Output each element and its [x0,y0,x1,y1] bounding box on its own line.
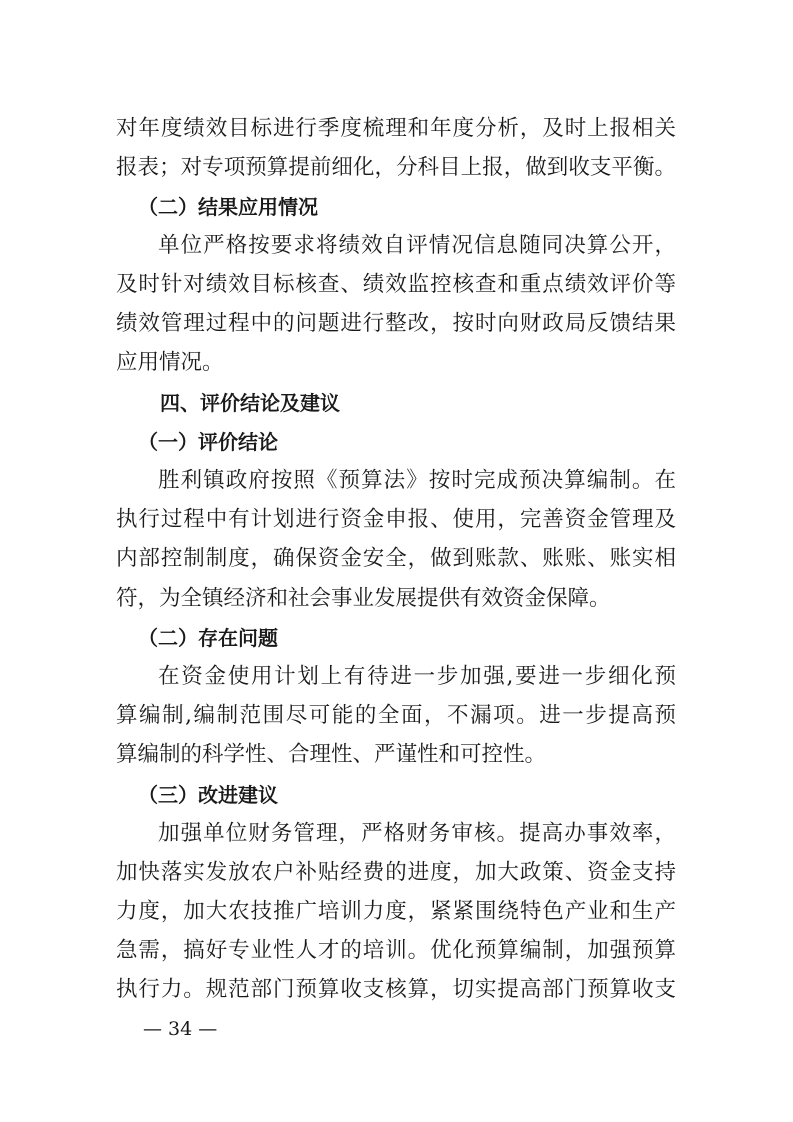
paragraph-first-line: 胜利镇政府按照《预算法》按时完成预决算编制。在 [158,468,676,493]
body-text-line: 加快落实发放农户补贴经费的进度，加大政策、资金支持 [116,860,676,885]
body-text-line: 力度，加大农技推广培训力度，紧紧围绕特色产业和生产 [116,899,676,924]
section-heading: （三）改进建议 [138,783,278,807]
body-text-line: 对年度绩效目标进行季度梳理和年度分析，及时上报相关 [116,116,676,141]
body-text-line: 绩效管理过程中的问题进行整改，按时向财政局反馈结果 [116,311,676,336]
section-heading: （二）存在问题 [138,626,278,650]
body-text-line: 及时针对绩效目标核查、绩效监控核查和重点绩效评价等 [116,272,676,297]
body-text-line: 执行过程中有计划进行资金申报、使用，完善资金管理及 [116,507,676,532]
paragraph-first-line: 加强单位财务管理，严格财务审核。提高办事效率， [158,821,676,846]
paragraph-first-line: 在资金使用计划上有待进一步加强,要进一步细化预 [158,664,676,689]
body-text-line: 急需，搞好专业性人才的培训。优化预算编制，加强预算 [116,938,676,963]
body-text-line: 执行力。规范部门预算收支核算，切实提高部门预算收支 [116,977,676,1002]
body-text-line: 算编制,编制范围尽可能的全面，不漏项。进一步提高预 [116,703,676,728]
body-text-line: 算编制的科学性、合理性、严谨性和可控性。 [116,742,547,767]
body-text-line: 应用情况。 [116,350,224,375]
chapter-heading: 四、评价结论及建议 [160,391,340,415]
section-heading: （二）结果应用情况 [138,195,318,219]
body-text-line: 报表；对专项预算提前细化，分科目上报，做到收支平衡。 [116,155,676,180]
body-text-line: 内部控制制度，确保资金安全，做到账款、账账、账实相 [116,546,676,571]
section-heading: （一）评价结论 [138,430,278,454]
page-number: — 34 — [143,1018,218,1040]
paragraph-first-line: 单位严格按要求将绩效自评情况信息随同决算公开， [158,233,676,258]
body-text-line: 符，为全镇经济和社会事业发展提供有效资金保障。 [116,586,611,611]
